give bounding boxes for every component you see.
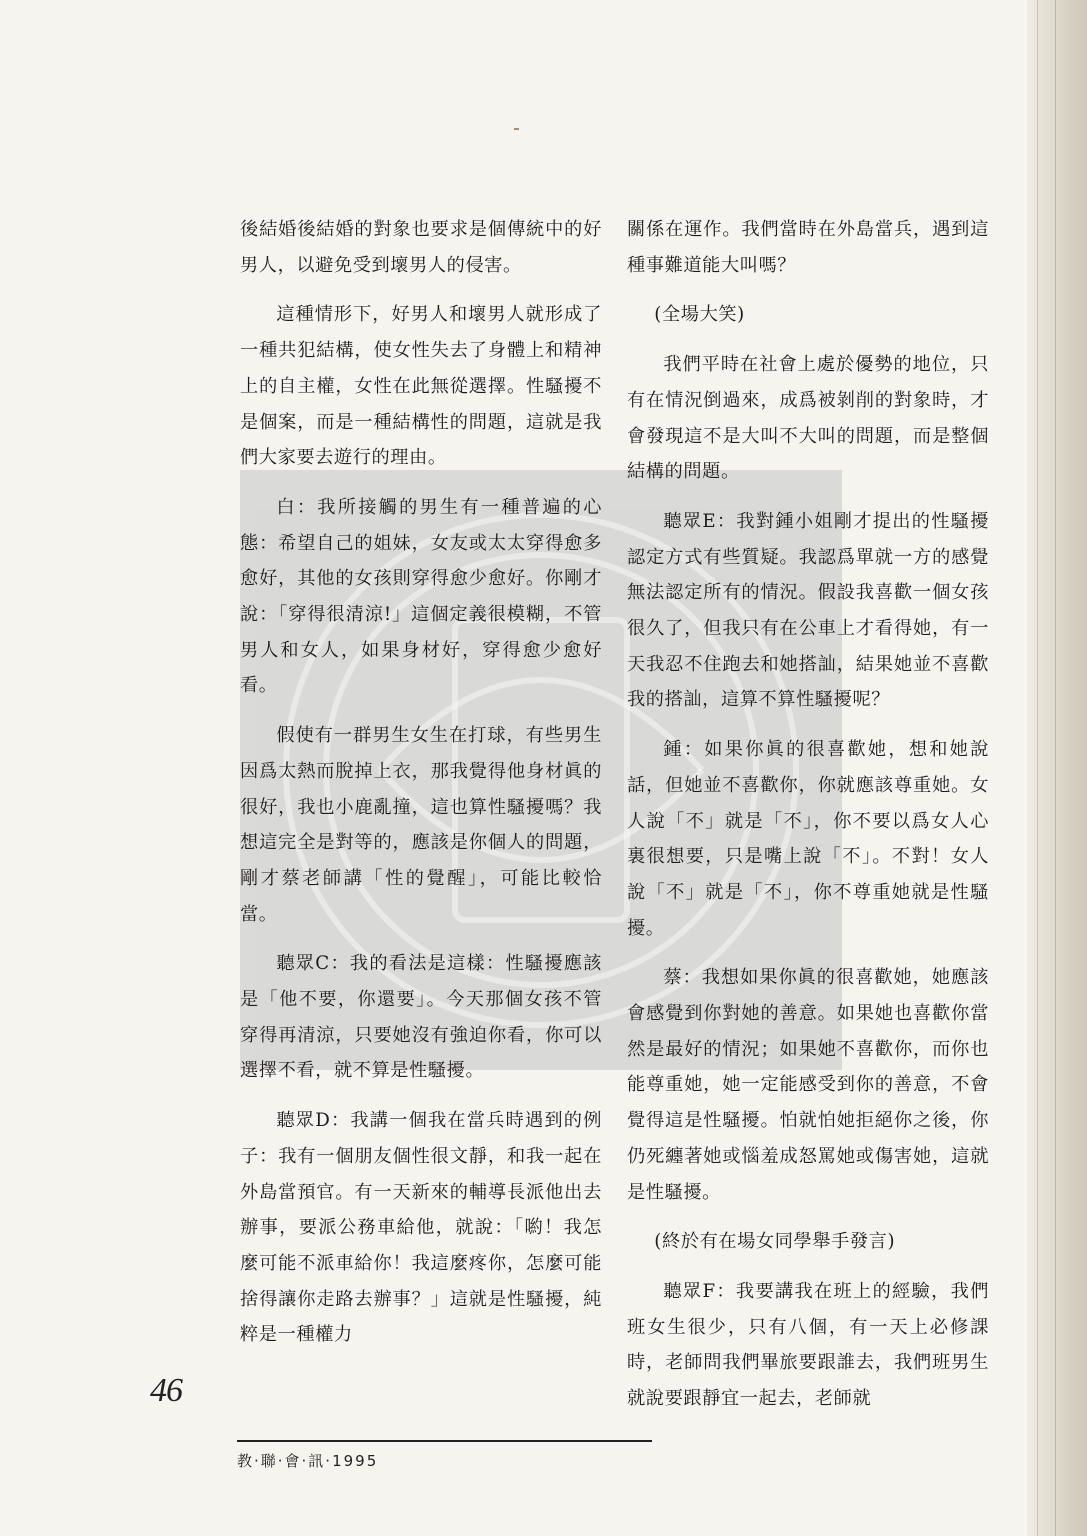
paragraph: 後結婚後結婚的對象也要求是個傳統中的好男人，以避免受到壞男人的侵害。	[240, 219, 602, 276]
page-number: 46	[150, 1372, 182, 1409]
paragraph: 聽眾D：我講一個我在當兵時遇到的例子：我有一個朋友個性很文靜，和我一起在外島當預官。有一天新來的輔導長派他出去辦事，要派公務車給他，就說：「喲！我怎麼可能不派車給你！我這麼疼你，怎麼可能捨得讓你走路去辦事？」這就是性騷擾，純粹是一種權力	[240, 1110, 602, 1346]
paragraph: 蔡：我想如果你眞的很喜歡她，她應該會感覺到你對她的善意。如果她也喜歡你當然是最好的情況；如果她不喜歡你，而你也能尊重她，她一定能感受到你的善意，不會覺得這是性騷擾。怕就怕她拒絕你之後，你仍死纏著她或惱羞成怒罵她或傷害她，這就是性騷擾。	[627, 967, 989, 1203]
paragraph: 白：我所接觸的男生有一種普遍的心態：希望自己的姐妹，女友或太太穿得愈多愈好，其他的女孩則穿得愈少愈好。你剛才說：「穿得很清涼!」這個定義很模糊，不管男人和女人，如果身材好，穿得愈少愈好看。	[240, 496, 602, 697]
paragraph: 我們平時在社會上處於優勢的地位，只有在情況倒過來，成爲被剝削的對象時，才會發現這不是大叫不大叫的問題，而是整個結構的問題。	[627, 354, 989, 483]
paragraph: 聽眾F：我要講我在班上的經驗，我們班女生很少，只有八個，有一天上必修課時，老師問我們畢旅要跟誰去，我們班男生就說要跟靜宜一起去，老師就	[627, 1280, 989, 1410]
paragraph: 這種情形下，好男人和壞男人就形成了一種共犯結構，使女性失去了身體上和精神上的自主權，女性在此無從選擇。性騷擾不是個案，而是一種結構性的問題，這就是我們大家要去遊行的理由。	[240, 304, 602, 469]
paragraph: 聽眾C：我的看法是這樣：性騷擾應該是「他不要，你還要」。今天那個女孩不管穿得再清涼，只要她沒有強迫你看，你可以選擇不看，就不算是性騷擾。	[240, 953, 602, 1082]
book-page-edge	[1027, 0, 1087, 1536]
right-column	[627, 212, 989, 1431]
publication-footer: 教·聯·會·訊·1995	[237, 1452, 379, 1470]
stage-note: (全場大笑)	[654, 304, 745, 326]
paragraph: 關係在運作。我們當時在外島當兵，遇到這種事難道能大叫嗎？	[627, 219, 989, 276]
left-column	[240, 212, 602, 1367]
paragraph: 鍾：如果你眞的很喜歡她，想和她說話，但她並不喜歡你，你就應該尊重她。女人說「不」就是「不」，你不要以爲女人心裏很想要，只是嘴上說「不」。不對！女人說「不」就是「不」，你不尊重她就是性騷擾。	[627, 739, 989, 939]
stage-note: (終於有在場女同學舉手發言)	[654, 1231, 896, 1253]
paragraph: 假使有一群男生女生在打球，有些男生因爲太熱而脫掉上衣，那我覺得他身材眞的很好，我也小鹿亂撞，這也算性騷擾嗎？我想這完全是對等的，應該是你個人的問題，剛才蔡老師講「性的覺醒」，可能比較恰當。	[240, 725, 602, 925]
footer-rule	[237, 1440, 652, 1442]
paragraph: 聽眾E：我對鍾小姐剛才提出的性騷擾認定方式有些質疑。我認爲單就一方的感覺無法認定所有的情況。假設我喜歡一個女孩很久了，但我只有在公車上才看得她，有一天我忍不住跑去和她搭訕，結果她並不喜歡我的搭訕，這算不算性騷擾呢？	[627, 510, 989, 711]
print-speck	[514, 128, 519, 130]
